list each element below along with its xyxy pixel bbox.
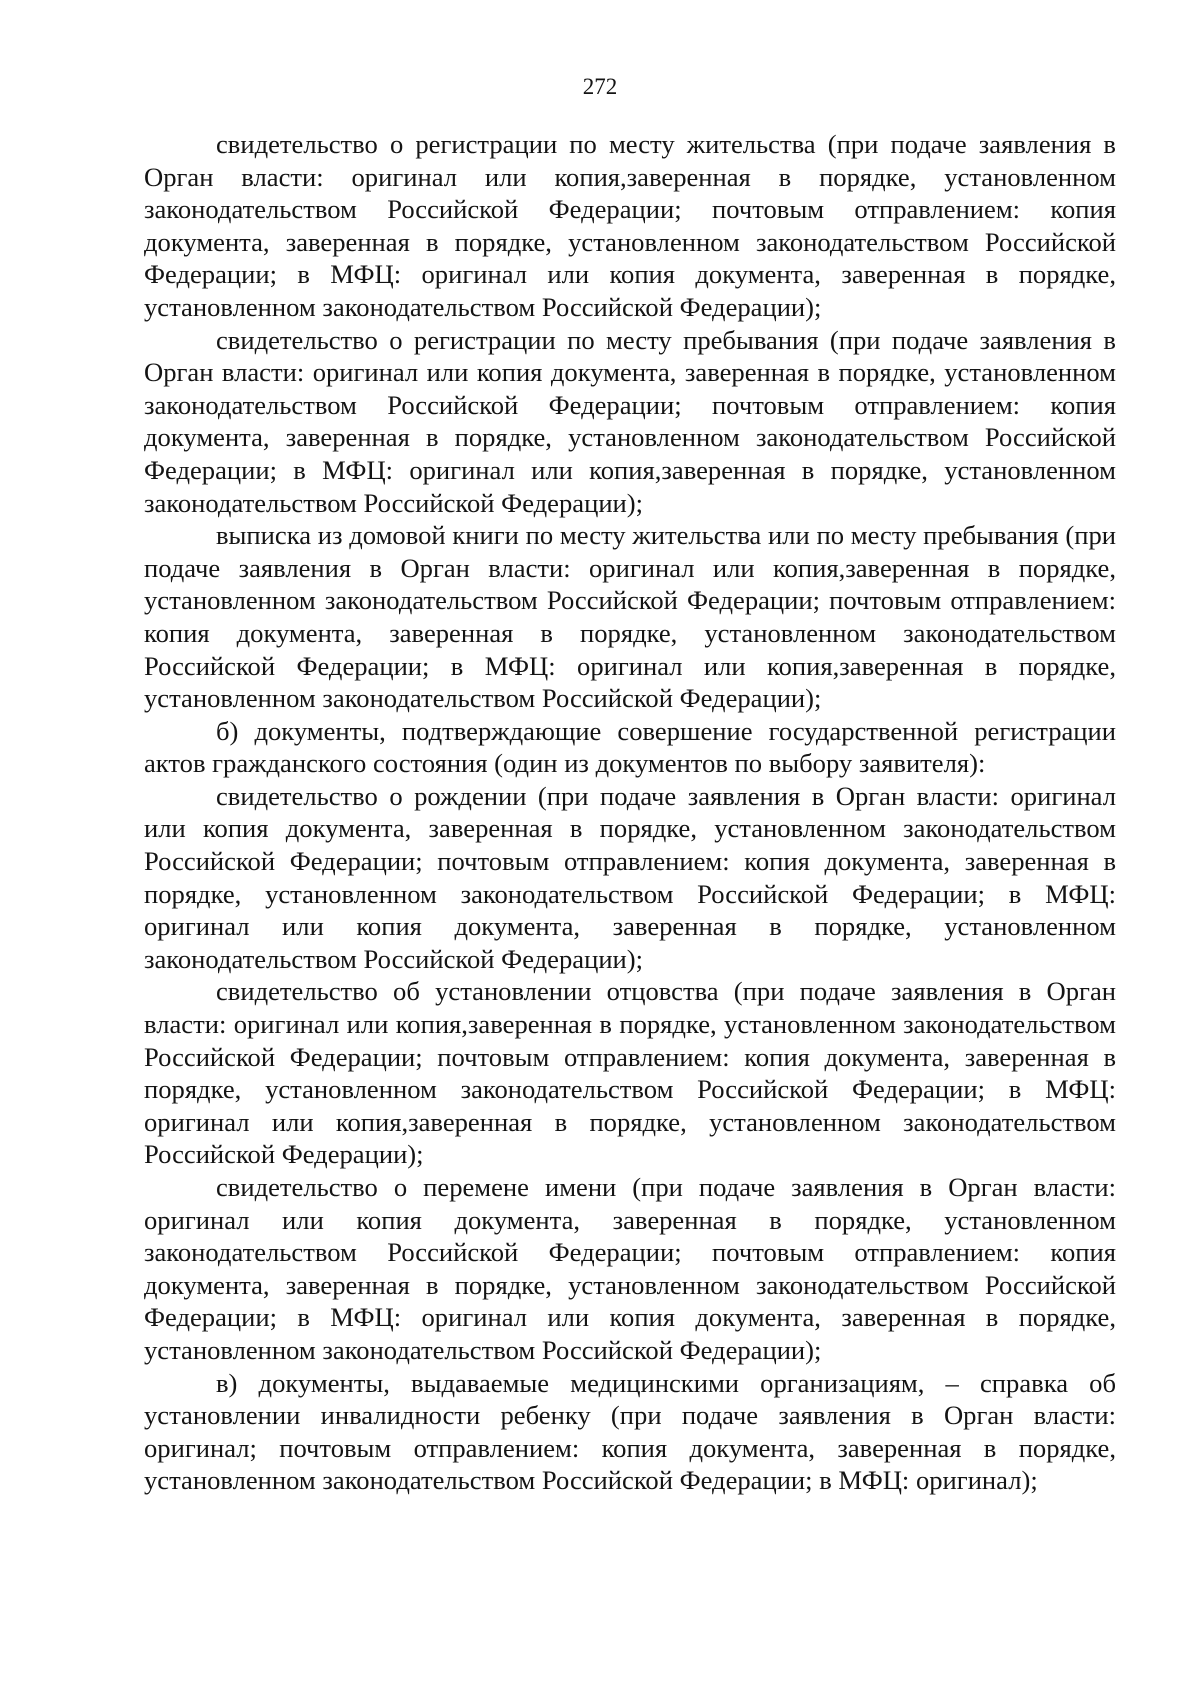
paragraph-name-change-certificate: свидетельство о перемене имени (при подаче заявления в Орган власти: оригинал или копия документа, заверенная в порядке, установленном законодательством Российской Федерации; почтовым отправлением: копия документа, заверенная в порядке, установленном законодательством Российской Федерации; в МФЦ: оригинал или копия документа, заверенная в порядке, установленном законодательством Российской Федерации); <box>144 1172 1116 1365</box>
paragraph-medical-documents: в) документы, выдаваемые медицинскими организациям, – справка об установлении инвалидности ребенку (при подаче заявления в Орган власти: оригинал; почтовым отправлением: копия документа, заверенная в порядке, установленном законодательством Российской Федерации; в МФЦ: оригинал); <box>144 1367 1116 1496</box>
paragraph-registration-residence: свидетельство о регистрации по месту жительства (при подаче заявления в Орган власти: оригинал или копия,заверенная в порядке, установленном законодательством Российской Федерации; почтовым отправлением: копия документа, заверенная в порядке, установленном законодательством Российской Федерации; в МФЦ: оригинал или копия документа, заверенная в порядке, установленном законодательством Российской Федерации); <box>144 129 1116 322</box>
paragraph-birth-certificate: свидетельство о рождении (при подаче заявления в Орган власти: оригинал или копия документа, заверенная в порядке, установленном законодательством Российской Федерации; почтовым отправлением: копия документа, заверенная в порядке, установленном законодательством Российской Федерации; в МФЦ: оригинал или копия документа, заверенная в порядке, установленном законодательством Российской Федерации); <box>144 780 1116 974</box>
paragraph-house-book-extract: выписка из домовой книги по месту жительства или по месту пребывания (при подаче заявления в Орган власти: оригинал или копия,заверенная в порядке, установленном законодательством Российской Федерации; почтовым отправлением: копия документа, заверенная в порядке, установленном законодательством Российской Федерации; в МФЦ: оригинал или копия,заверенная в порядке, установленном законодательством Российской Федерации); <box>144 520 1116 714</box>
paragraph-paternity-certificate: свидетельство об установлении отцовства (при подаче заявления в Орган власти: оригинал или копия,заверенная в порядке, установленном законодательством Российской Федерации; почтовым отправлением: копия документа, заверенная в порядке, установленном законодательством Российской Федерации; в МФЦ: оригинал или копия,заверенная в порядке, установленном законодательством Российской Федерации); <box>144 976 1116 1170</box>
paragraph-registration-stay: свидетельство о регистрации по месту пребывания (при подаче заявления в Орган власти: оригинал или копия документа, заверенная в порядке, установленном законодательством Российской Федерации; почтовым отправлением: копия документа, заверенная в порядке, установленном законодательством Российской Федерации; в МФЦ: оригинал или копия,заверенная в порядке, установленном законодательством Российской Федерации); <box>144 324 1116 518</box>
page-number: 272 <box>582 74 618 99</box>
document-body <box>144 128 1116 1497</box>
paragraph-civil-status-documents: б) документы, подтверждающие совершение государственной регистрации актов гражданского состояния (один из документов по выбору заявителя): <box>144 715 1116 779</box>
